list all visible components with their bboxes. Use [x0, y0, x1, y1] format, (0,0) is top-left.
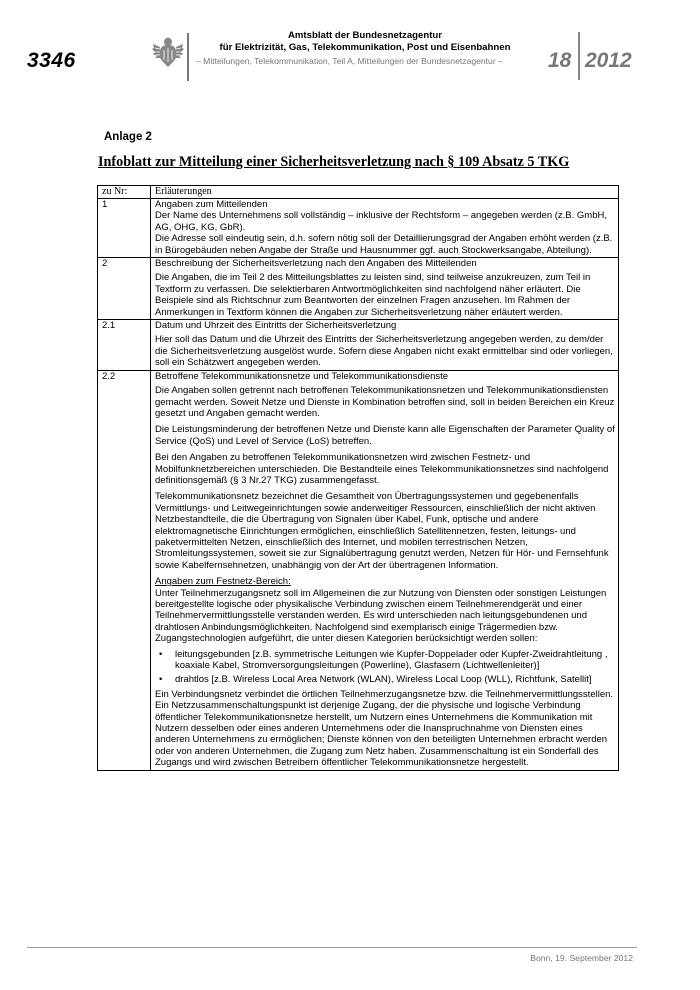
row-paragraph: Ein Verbindungsnetz verbindet die örtlichen Teilnehmerzugangsnetze bzw. die Teilnehmervermittlungsstellen. — [155, 688, 614, 700]
row-paragraph: Hier soll das Datum und die Uhrzeit des Eintritts der Sicherheitsverletzung angegeben werden, zu dem/der die Sicherheitsverletzung ausgelöst wurde. Sofern diese Angaben nicht exakt ermittelbar sind oder vorliegen, soll ein Schätzwert angegeben werden. — [155, 334, 613, 369]
explanation-table — [97, 185, 619, 771]
bullet-icon: • — [159, 674, 163, 686]
row-content — [151, 320, 619, 371]
column-header-text: Erläuterungen — [151, 186, 619, 199]
footer-date: Bonn, 19. September 2012 — [530, 953, 633, 963]
row-content — [151, 370, 619, 770]
row-paragraph: Der Name des Unternehmens soll vollständig – inklusive der Rechtsform – angegeben werden (z.B. GmbH, AG, OHG, KG, GbR). — [155, 210, 607, 233]
row-number: 2.1 — [98, 320, 151, 371]
row-heading: Beschreibung der Sicherheitsverletzung nach den Angaben des Mitteilenden — [155, 258, 477, 270]
table-header-row — [98, 186, 619, 199]
row-number: 1 — [98, 199, 151, 258]
row-paragraph: Die Adresse soll eindeutig sein, d.h. sofern nötig soll der Detaillierungsgrad der Angaben erhöht werden (z.B. in Bürogebäuden neben Angabe der Straße und Hausnummer ggf. auch Stockwerksangabe, Abteilung). — [155, 233, 613, 256]
festnetz-heading: Angaben zum Festnetz-Bereich: — [155, 576, 291, 588]
page-number: 3346 — [27, 49, 76, 72]
header-divider-right — [578, 32, 580, 80]
row-content — [151, 199, 619, 258]
row-paragraph: Ein Netzzusammenschaltungspunkt ist derjenige Zugang, der die physische und logische Verbindung öffentlicher Telekommunikationsnetze herstellt, um Nutzern eines Unternehmens die Kommunikation mit Nutzern desselben oder eines anderen Unternehmens oder die Inanspruchnahme von Diensten eines anderen Unternehmens zu ermöglichen; Dienste können von den beteiligten Unternehmen erbracht werden oder von anderen Unternehmen, die Zugang zum Netz haben. Zusammenschaltung ist ein Sonderfall des Zugangs und wird zwischen Betreibern öffentlicher Telekommunikationsnetze hergestellt. — [155, 700, 608, 769]
row-content — [151, 258, 619, 320]
table-row — [98, 370, 619, 770]
table-row — [98, 320, 619, 371]
bullet-list — [155, 649, 615, 686]
issue-year: 2012 — [585, 49, 632, 72]
bullet-icon: • — [159, 648, 163, 660]
list-item — [159, 648, 615, 672]
document-title: Infoblatt zur Mitteilung einer Sicherheitsverletzung nach § 109 Absatz 5 TKG — [98, 154, 570, 170]
table-row — [98, 258, 619, 320]
row-paragraph: Die Leistungsminderung der betroffenen Netze und Dienste kann alle Eigenschaften der Parameter Quality of Service (QoS) und Level of Service (LoS) betreffen. — [155, 424, 615, 447]
row-heading: Datum und Uhrzeit des Eintritts der Sicherheitsverletzung — [155, 320, 397, 332]
row-paragraph: Unter Teilnehmerzugangsnetz soll im Allgemeinen die zur Nutzung von Diensten oder sonstigen Leistungen bereitgestellte logische oder physikalische Verbindung zwischen einem Teilnehmerendgerät und einer Teilnehmervermittlungsstelle verstanden werden. Es wird unterschieden nach leitungsgebundenen und drahtlosen Anbindungsmöglichkeiten. Nachfolgend sind exemplarisch einige Trägermedien bzw. Zugangstechnologien aufgeführt, die unter diesen Kategorien berücksichtigt werden sollen: — [155, 587, 607, 645]
row-paragraph: Bei den Angaben zu betroffenen Telekommunikationsnetzen wird zwischen Festnetz- und Mobilfunknetzbereichen unterschieden. Die Bestandteile eines Telekommunikationsnetzes sind nachfolgend definitionsgemäß (§ 3 Nr.27 TKG) zusammengefasst. — [155, 452, 609, 486]
table-row — [98, 199, 619, 258]
gazette-title-line1: Amtsblatt der Bundesnetzagentur — [287, 30, 443, 41]
gazette-title — [180, 30, 550, 54]
list-item-text: drahtlos [z.B. Wireless Local Area Network (WLAN), Wireless Local Loop (WLL), Richtfunk, Satellit] — [175, 674, 592, 686]
row-paragraph: Telekommunikationsnetz bezeichnet die Gesamtheit von Übertragungssystemen und gegebenenfalls Vermittlungs- und Leitwegeinrichtungen sowie anderweitiger Ressourcen, einschließlich der nicht aktiven Netzbestandteile, die die Übertragung von Signalen über Kabel, Funk, optische und andere elektromagnetische Einrichtungen ermöglichen, einschließlich Satellitennetzen, festen, leitungs- und paketvermittelten Netzen, einschließlich des Internet, und mobilen terrestrischen Netzen, Stromleitungssystemen, soweit sie zur Signalübertragung genutzt werden, Netzen für Hör- und Fernsehfunk sowie Kabelfernsehnetzen, unabhängig von der Art der übertragenen Information. — [155, 491, 609, 571]
row-number: 2.2 — [98, 370, 151, 770]
gazette-subtitle: – Mitteilungen, Telekommunikation, Teil A, Mitteilungen der Bundesnetzagentur – — [196, 56, 503, 66]
list-item — [159, 674, 615, 686]
list-item-text: leitungsgebunden [z.B. symmetrische Leitungen wie Kupfer-Doppelader oder Kupfer-Zweidrahtleitung , koaxiale Kabel, Stromversorgungsleitungen (Powerline), Glasfasern (Lichtwellenleiter)] — [175, 648, 608, 672]
footer-divider — [27, 947, 637, 948]
column-header-nr: zu Nr: — [98, 186, 151, 199]
row-number: 2 — [98, 258, 151, 320]
issue-number: 18 — [548, 49, 572, 72]
gazette-title-line2: für Elektrizität, Gas, Telekommunikation, Post und Eisenbahnen — [219, 42, 511, 53]
annex-label: Anlage 2 — [104, 131, 152, 143]
row-paragraph: Die Angaben, die im Teil 2 des Mitteilungsblattes zu leisten sind, sind teilweise anzukreuzen, zum Teil in Textform zu verfassen. Die selektierbaren Antwortmöglichkeiten sind nachfolgend näher erläutert. Die Beispiele sind als Richtschnur zum Beantworten der einzelnen Fragen anzusehen. Im Rahmen der Anmerkungen in Textform können die Angaben zur Sicherheitsverletzung näher erläutert werden. — [155, 272, 591, 318]
row-heading: Betroffene Telekommunikationsnetze und Telekommunikationsdienste — [155, 370, 449, 382]
row-heading: Angaben zum Mitteilenden — [155, 199, 268, 210]
row-paragraph: Die Angaben sollen getrennt nach betroffenen Telekommunikationsnetzen und Telekommunikationsdiensten gemacht werden. Soweit Netze und Dienste in Kombination betroffen sind, soll in beiden Bereichen ein Kreuz gesetzt und Angaben gemacht werden. — [155, 385, 615, 419]
